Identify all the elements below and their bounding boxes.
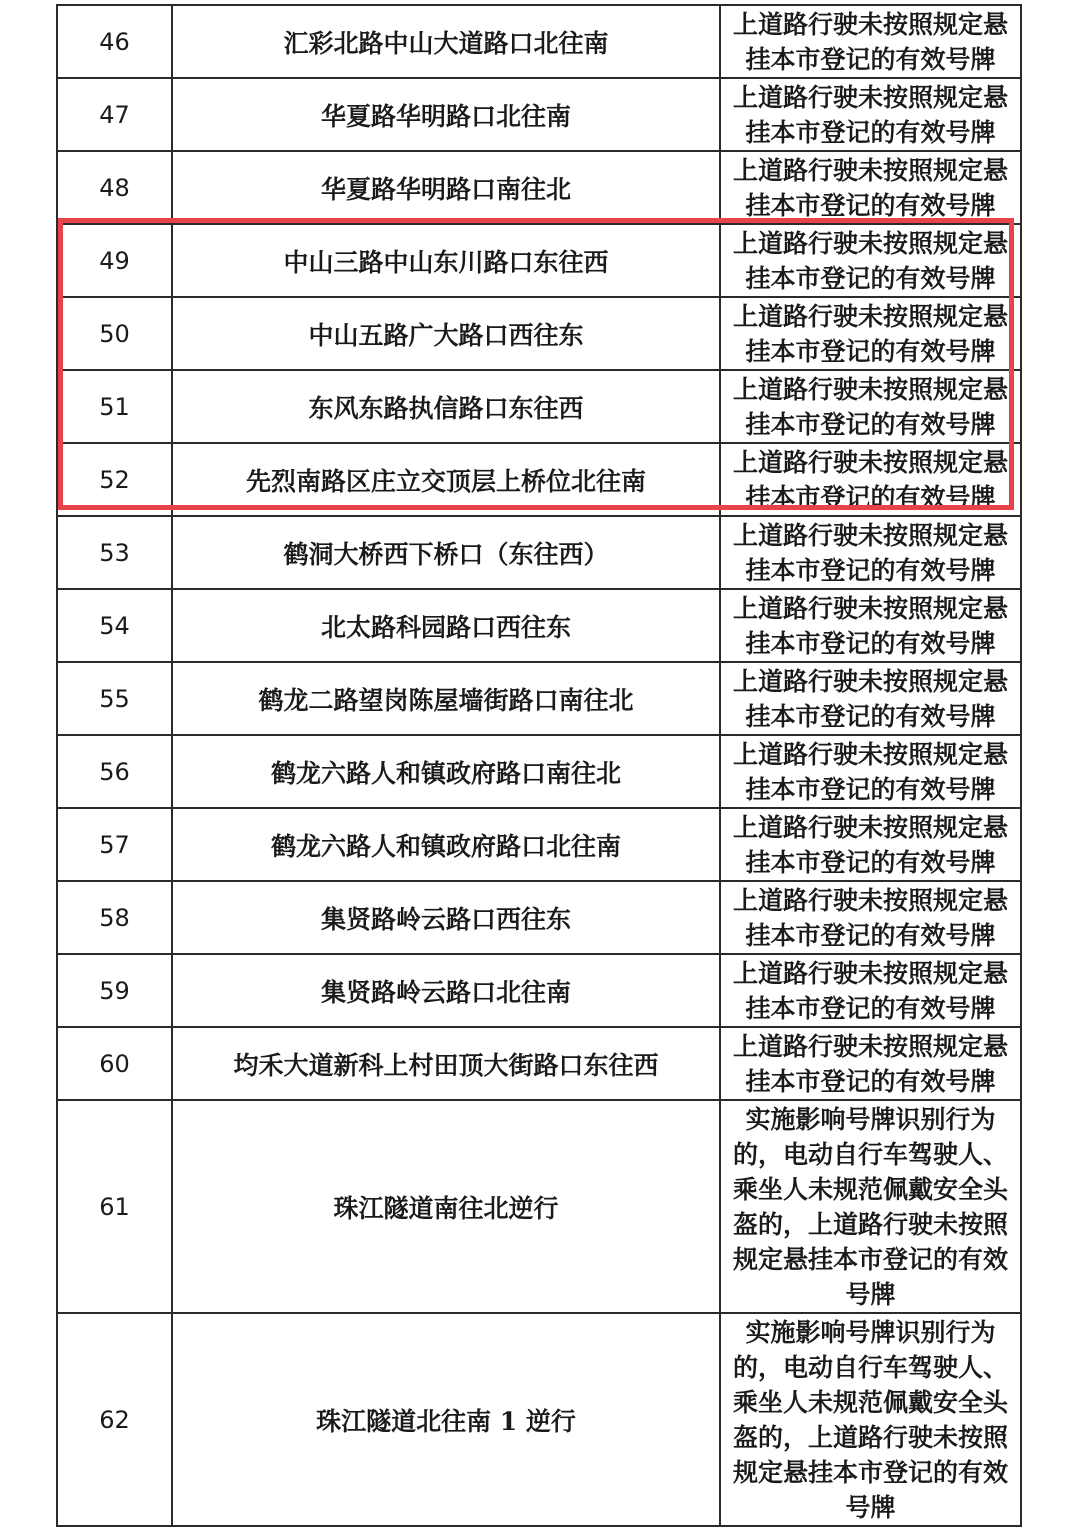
row-number: 57 <box>57 808 172 881</box>
row-number: 46 <box>57 5 172 78</box>
row-number: 62 <box>57 1313 172 1526</box>
violation-cell <box>720 1313 1021 1526</box>
violation-text: 上道路行驶未按照规定悬挂本市登记的有效号牌 <box>732 812 1008 877</box>
table-row <box>57 151 1021 224</box>
violation-cell <box>720 370 1021 443</box>
violation-text: 上道路行驶未按照规定悬挂本市登记的有效号牌 <box>732 301 1008 366</box>
table-row <box>57 224 1021 297</box>
violation-text: 上道路行驶未按照规定悬挂本市登记的有效号牌 <box>732 958 1008 1023</box>
violation-cell <box>720 735 1021 808</box>
table-row <box>57 1100 1021 1313</box>
violation-cell <box>720 297 1021 370</box>
table-row <box>57 808 1021 881</box>
violation-text: 实施影响号牌识别行为的，电动自行车驾驶人、乘坐人未规范佩戴安全头盔的，上道路行驶未按照规定悬挂本市登记的有效号牌 <box>732 1104 1008 1309</box>
violation-cell <box>720 954 1021 1027</box>
violation-cell <box>720 662 1021 735</box>
row-number: 60 <box>57 1027 172 1100</box>
location-cell: 鹤龙六路人和镇政府路口北往南 <box>172 808 720 881</box>
location-cell: 汇彩北路中山大道路口北往南 <box>172 5 720 78</box>
violation-location-table <box>56 4 1022 1527</box>
location-cell: 集贤路岭云路口北往南 <box>172 954 720 1027</box>
violation-cell <box>720 808 1021 881</box>
row-number: 53 <box>57 516 172 589</box>
location-cell: 华夏路华明路口南往北 <box>172 151 720 224</box>
violation-cell <box>720 151 1021 224</box>
violation-text: 上道路行驶未按照规定悬挂本市登记的有效号牌 <box>732 666 1008 731</box>
violation-cell <box>720 1100 1021 1313</box>
location-cell: 集贤路岭云路口西往东 <box>172 881 720 954</box>
location-cell: 珠江隧道北往南 1 逆行 <box>172 1313 720 1526</box>
violation-text: 上道路行驶未按照规定悬挂本市登记的有效号牌 <box>732 374 1008 439</box>
row-number: 54 <box>57 589 172 662</box>
table-row <box>57 516 1021 589</box>
row-number: 51 <box>57 370 172 443</box>
violation-cell <box>720 589 1021 662</box>
violation-text: 上道路行驶未按照规定悬挂本市登记的有效号牌 <box>732 155 1008 220</box>
row-number: 49 <box>57 224 172 297</box>
location-cell: 先烈南路区庄立交顶层上桥位北往南 <box>172 443 720 516</box>
table-row <box>57 589 1021 662</box>
row-number: 50 <box>57 297 172 370</box>
violation-text: 上道路行驶未按照规定悬挂本市登记的有效号牌 <box>732 1031 1008 1096</box>
row-number: 47 <box>57 78 172 151</box>
violation-text: 上道路行驶未按照规定悬挂本市登记的有效号牌 <box>732 885 1008 950</box>
location-cell: 东风东路执信路口东往西 <box>172 370 720 443</box>
location-cell: 华夏路华明路口北往南 <box>172 78 720 151</box>
table-row <box>57 78 1021 151</box>
row-number: 61 <box>57 1100 172 1313</box>
violation-text: 上道路行驶未按照规定悬挂本市登记的有效号牌 <box>732 520 1008 585</box>
location-cell: 鹤龙二路望岗陈屋墙街路口南往北 <box>172 662 720 735</box>
table-row <box>57 881 1021 954</box>
violation-cell <box>720 516 1021 589</box>
table-row <box>57 735 1021 808</box>
table-row <box>57 370 1021 443</box>
table-row <box>57 1313 1021 1526</box>
location-cell: 鹤龙六路人和镇政府路口南往北 <box>172 735 720 808</box>
table-row <box>57 1027 1021 1100</box>
violation-text: 上道路行驶未按照规定悬挂本市登记的有效号牌 <box>732 447 1008 512</box>
table-row <box>57 443 1021 516</box>
table-row <box>57 954 1021 1027</box>
table-row <box>57 5 1021 78</box>
row-number: 56 <box>57 735 172 808</box>
location-cell: 珠江隧道南往北逆行 <box>172 1100 720 1313</box>
row-number: 48 <box>57 151 172 224</box>
violation-text: 上道路行驶未按照规定悬挂本市登记的有效号牌 <box>732 593 1008 658</box>
violation-text: 上道路行驶未按照规定悬挂本市登记的有效号牌 <box>732 9 1008 74</box>
row-number: 58 <box>57 881 172 954</box>
location-cell: 中山三路中山东川路口东往西 <box>172 224 720 297</box>
violation-text: 上道路行驶未按照规定悬挂本市登记的有效号牌 <box>732 739 1008 804</box>
violation-cell <box>720 1027 1021 1100</box>
location-cell: 北太路科园路口西往东 <box>172 589 720 662</box>
violation-cell <box>720 78 1021 151</box>
location-cell: 均禾大道新科上村田顶大街路口东往西 <box>172 1027 720 1100</box>
violation-cell <box>720 881 1021 954</box>
row-number: 59 <box>57 954 172 1027</box>
row-number: 52 <box>57 443 172 516</box>
violation-cell <box>720 224 1021 297</box>
violation-cell <box>720 443 1021 516</box>
table-row <box>57 662 1021 735</box>
row-number: 55 <box>57 662 172 735</box>
violation-text: 上道路行驶未按照规定悬挂本市登记的有效号牌 <box>732 82 1008 147</box>
violation-text: 实施影响号牌识别行为的，电动自行车驾驶人、乘坐人未规范佩戴安全头盔的，上道路行驶未按照规定悬挂本市登记的有效号牌 <box>732 1317 1008 1522</box>
violation-text: 上道路行驶未按照规定悬挂本市登记的有效号牌 <box>732 228 1008 293</box>
violation-cell <box>720 5 1021 78</box>
location-cell: 中山五路广大路口西往东 <box>172 297 720 370</box>
location-cell: 鹤洞大桥西下桥口（东往西） <box>172 516 720 589</box>
table-row <box>57 297 1021 370</box>
